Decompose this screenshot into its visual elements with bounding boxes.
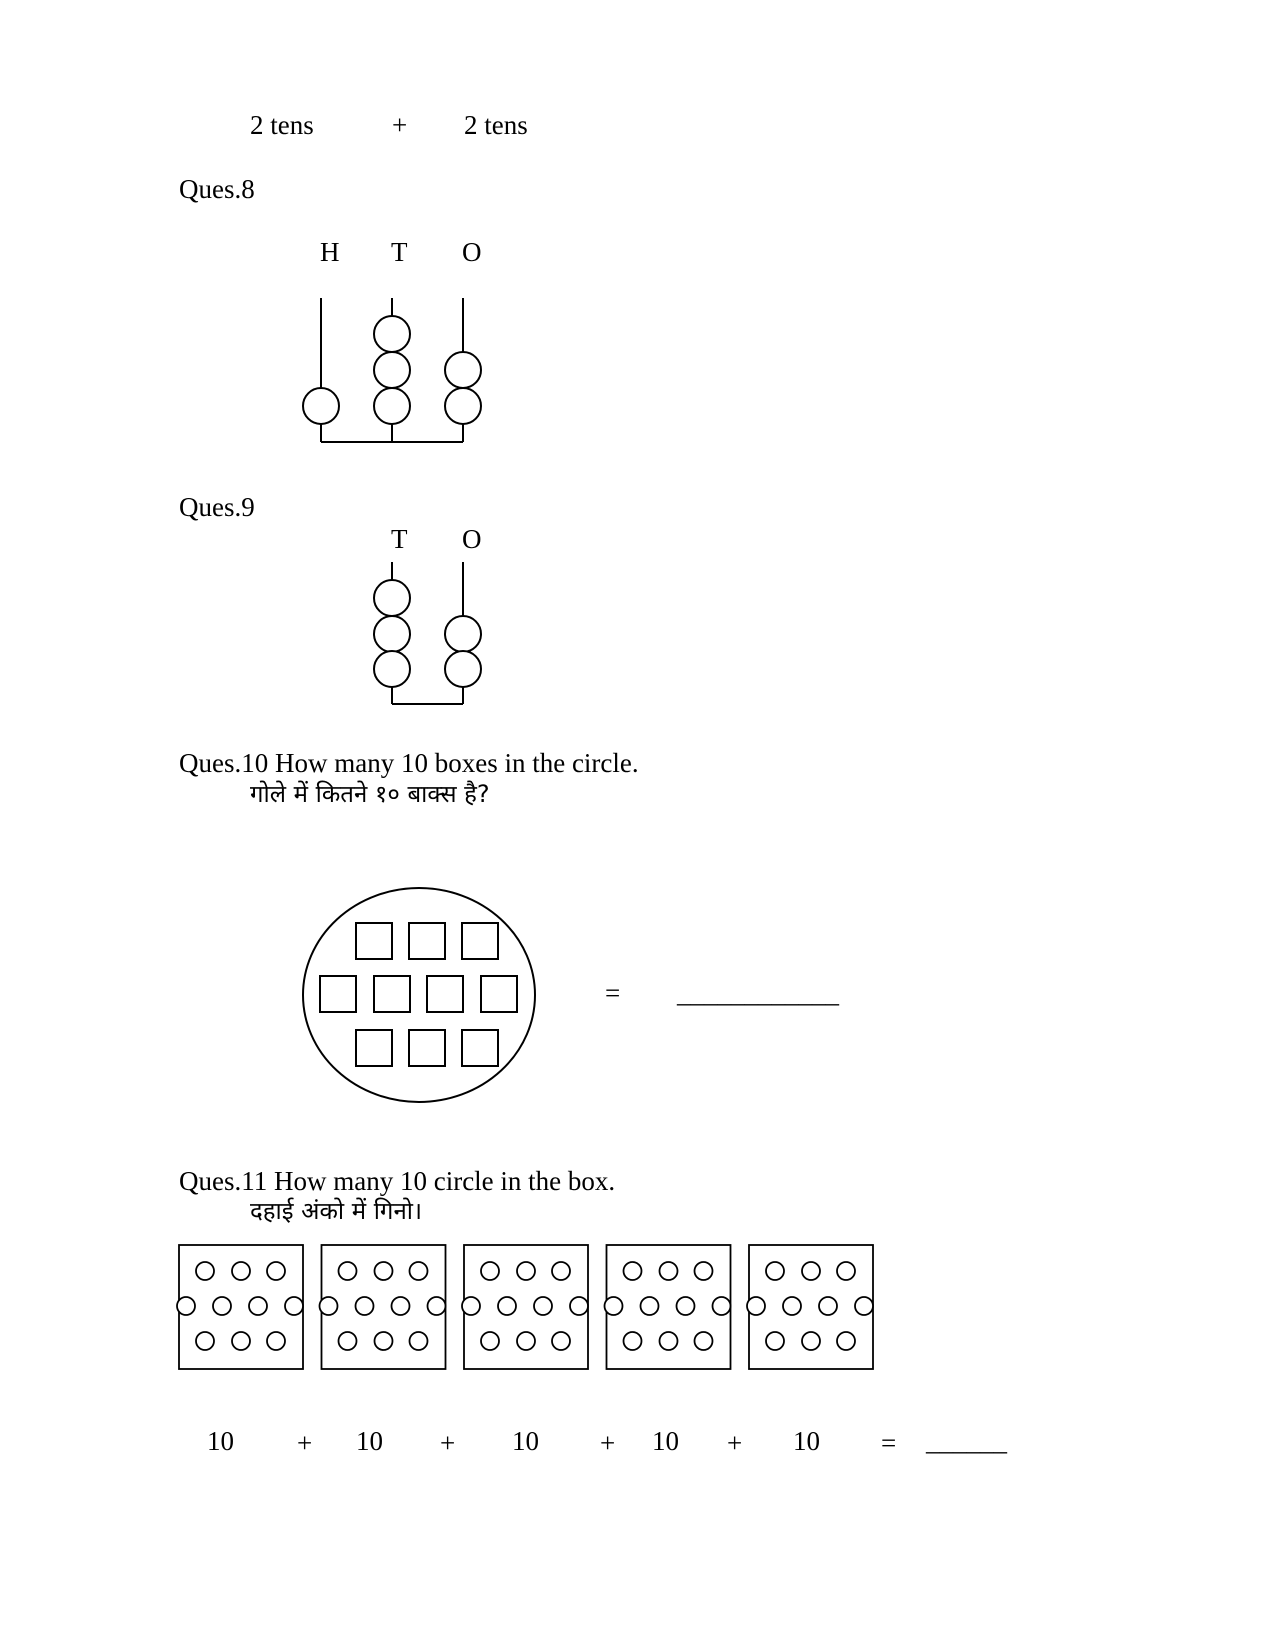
q9-label: Ques.9 (179, 492, 255, 522)
q10-box (374, 976, 410, 1012)
q11-circle (713, 1297, 731, 1315)
q11-question: Ques.11 How many 10 circle in the box. (179, 1166, 616, 1196)
q11-circle (695, 1262, 713, 1280)
q11-circle (552, 1262, 570, 1280)
q10-big-circle (303, 888, 535, 1102)
q11-term-4: 10 (652, 1426, 679, 1456)
q11-circle (249, 1297, 267, 1315)
q10-question: Ques.10 How many 10 boxes in the circle. (179, 748, 639, 778)
q11-circle (410, 1332, 428, 1350)
q11-circle (428, 1297, 446, 1315)
q11-circle (285, 1297, 303, 1315)
q9-bead (374, 616, 410, 652)
q11-circle (177, 1297, 195, 1315)
q11-term-5: 10 (793, 1426, 820, 1456)
q11-circle (339, 1262, 357, 1280)
q10-box (481, 976, 517, 1012)
q11-term-1: 10 (207, 1426, 234, 1456)
q11-circle (766, 1332, 784, 1350)
q11-circle (747, 1297, 765, 1315)
q11-plus-4: + (727, 1428, 743, 1458)
q10-box (409, 1030, 445, 1066)
q11-circle (624, 1262, 642, 1280)
q8-bead (374, 388, 410, 424)
q11-circle (356, 1297, 374, 1315)
q11-plus-2: + (440, 1428, 456, 1458)
q11-circle (320, 1297, 338, 1315)
q9-bead (445, 651, 481, 687)
q11-circle (819, 1297, 837, 1315)
q10-equals-sign: = (605, 978, 621, 1008)
q11-circle (802, 1262, 820, 1280)
q11-circle (267, 1332, 285, 1350)
q10-circle-group (303, 888, 535, 1102)
q11-circle (677, 1297, 695, 1315)
q9-header-tens: T (391, 524, 408, 554)
q10-box (427, 976, 463, 1012)
top-right-term: 2 tens (464, 110, 528, 140)
q11-circle (641, 1297, 659, 1315)
q11-circle (375, 1332, 393, 1350)
q11-circle (213, 1297, 231, 1315)
q11-circle (232, 1262, 250, 1280)
q11-circle (660, 1262, 678, 1280)
q11-circle (196, 1262, 214, 1280)
q10-box (356, 1030, 392, 1066)
top-plus-sign: + (392, 110, 408, 140)
q8-abacus (303, 298, 481, 442)
q8-bead (374, 352, 410, 388)
q11-circle (552, 1332, 570, 1350)
q8-header-hundreds: H (320, 237, 340, 267)
q10-box (320, 976, 356, 1012)
q11-circle (392, 1297, 410, 1315)
q9-bead (374, 580, 410, 616)
q9-bead (374, 651, 410, 687)
q11-circle (660, 1332, 678, 1350)
q11-circle (802, 1332, 820, 1350)
q8-header-ones: O (462, 237, 482, 267)
q10-hindi-question: गोले में कितने १० बाक्स है? (250, 780, 490, 808)
q11-circle (783, 1297, 801, 1315)
q11-circle (766, 1262, 784, 1280)
q10-box (462, 923, 498, 959)
q11-circle (375, 1262, 393, 1280)
q11-circle (481, 1262, 499, 1280)
q11-answer-blank[interactable]: ______ (926, 1426, 1007, 1456)
q8-bead (374, 316, 410, 352)
q11-circle (534, 1297, 552, 1315)
q11-equals-sign: = (881, 1428, 897, 1458)
q11-circle (498, 1297, 516, 1315)
q11-circle (481, 1332, 499, 1350)
q11-boxes (177, 1245, 873, 1369)
q8-bead (445, 352, 481, 388)
q11-circle (624, 1332, 642, 1350)
q11-circle (570, 1297, 588, 1315)
q9-abacus (374, 562, 481, 704)
q10-answer-blank[interactable]: ____________ (677, 978, 839, 1008)
q11-circle (837, 1262, 855, 1280)
q11-circle (855, 1297, 873, 1315)
q11-hindi-question: दहाई अंको में गिनो। (250, 1197, 423, 1225)
q10-box (356, 923, 392, 959)
q8-label: Ques.8 (179, 174, 255, 204)
q11-circle (517, 1332, 535, 1350)
q11-circle (837, 1332, 855, 1350)
q11-circle (517, 1262, 535, 1280)
q11-circle (196, 1332, 214, 1350)
q9-bead (445, 616, 481, 652)
q11-circle (695, 1332, 713, 1350)
top-left-term: 2 tens (250, 110, 314, 140)
q11-circle (232, 1332, 250, 1350)
q11-term-3: 10 (512, 1426, 539, 1456)
q10-box (462, 1030, 498, 1066)
q8-header-tens: T (391, 237, 408, 267)
q8-bead (445, 388, 481, 424)
q11-circle (339, 1332, 357, 1350)
q11-circle (410, 1262, 428, 1280)
q11-term-2: 10 (356, 1426, 383, 1456)
q10-box (409, 923, 445, 959)
q11-plus-1: + (297, 1428, 313, 1458)
q11-circle (267, 1262, 285, 1280)
q9-header-ones: O (462, 524, 482, 554)
q11-plus-3: + (600, 1428, 616, 1458)
q11-circle (462, 1297, 480, 1315)
q11-circle (605, 1297, 623, 1315)
q8-bead (303, 388, 339, 424)
